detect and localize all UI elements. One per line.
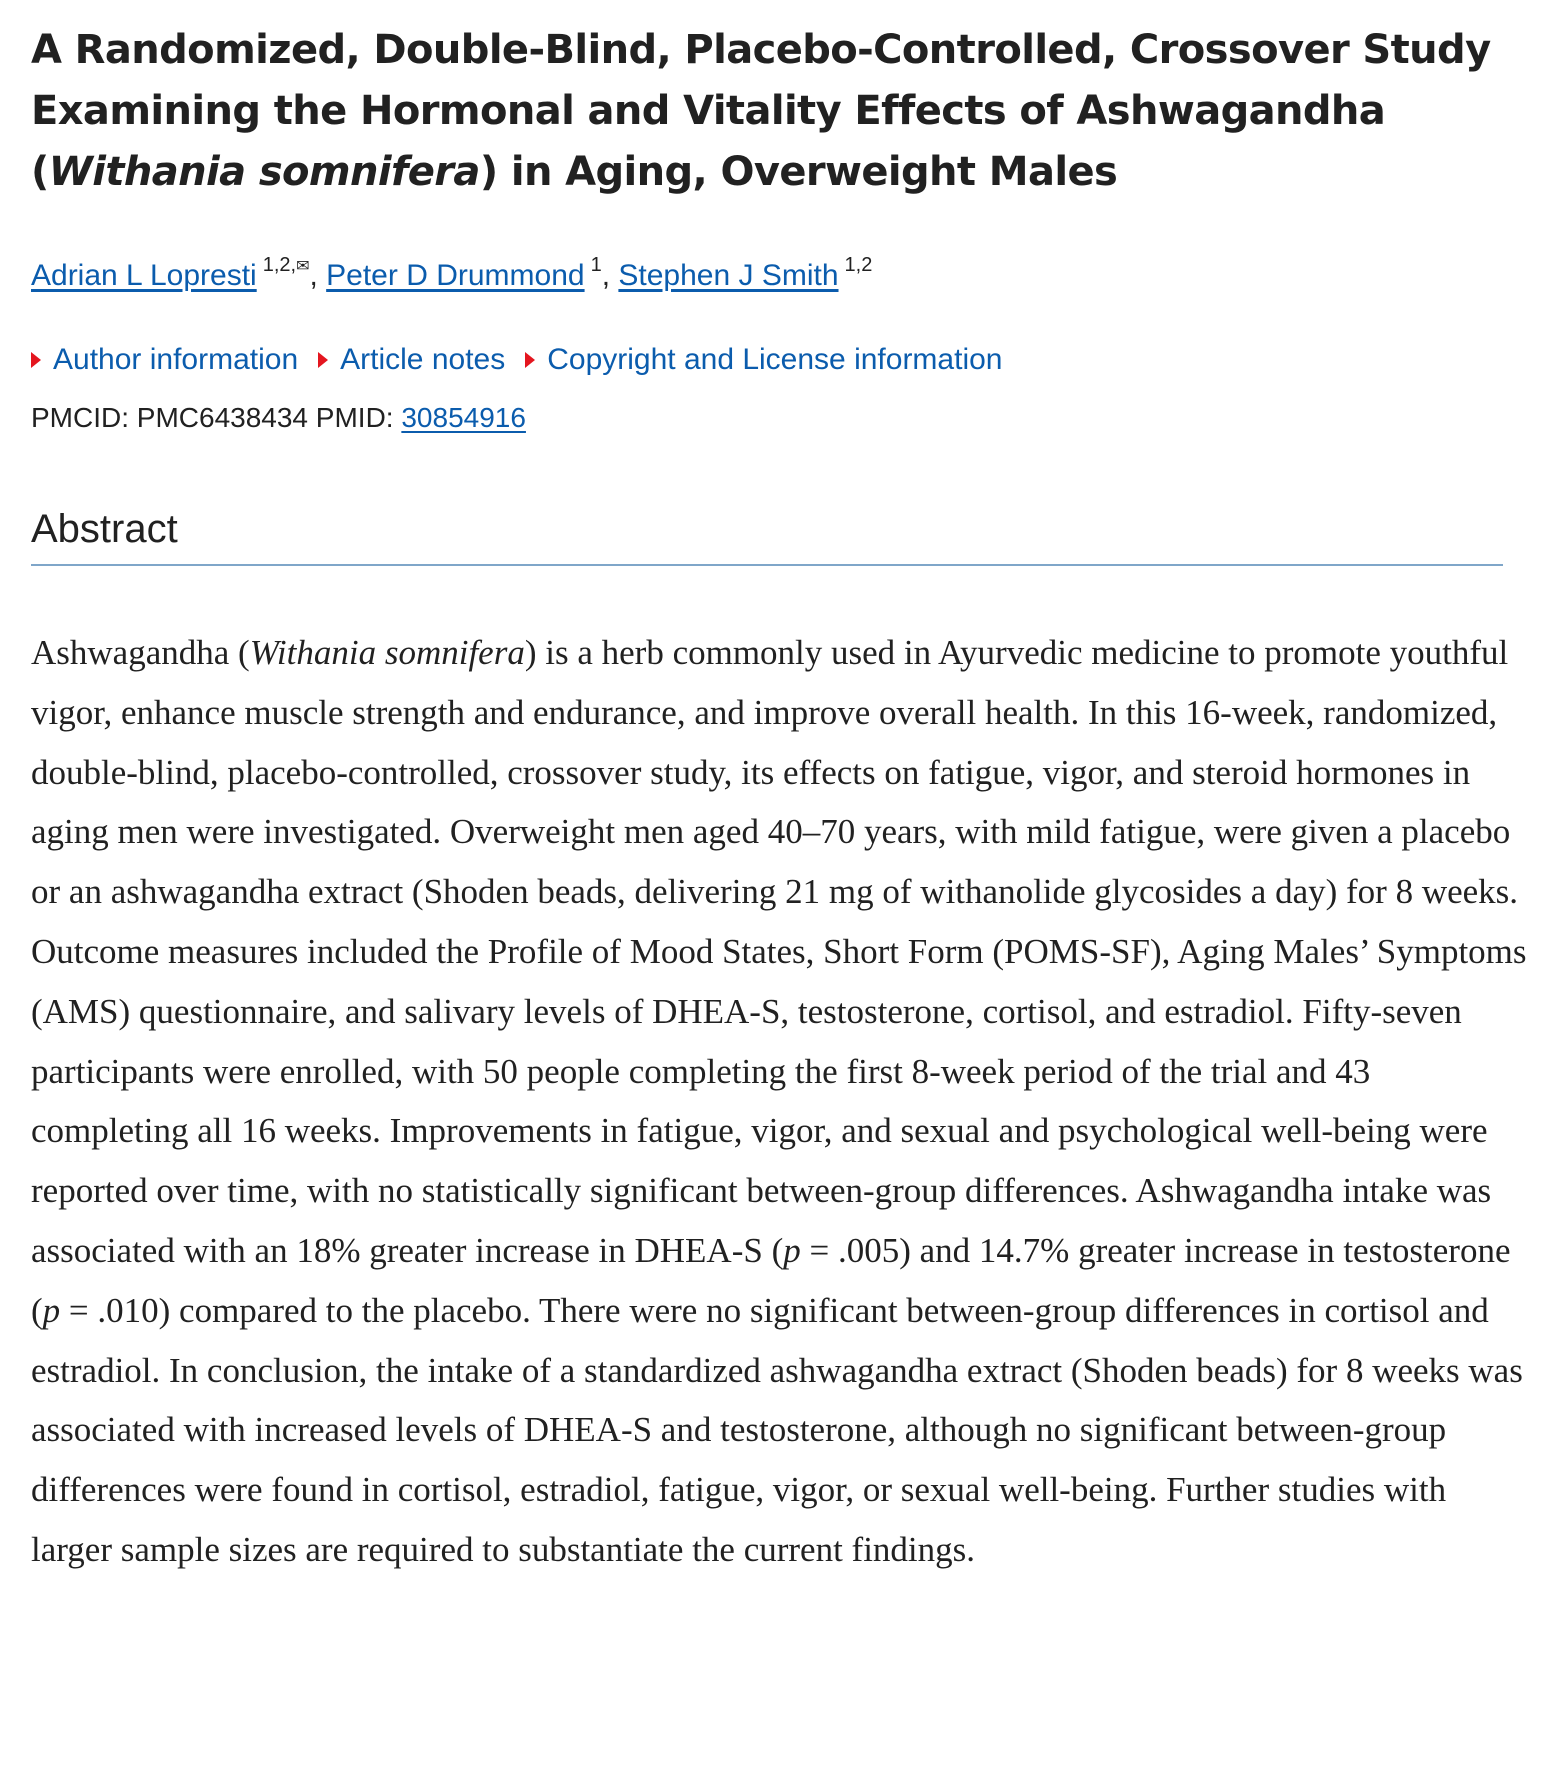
pmcid-value: PMC6438434 [136,402,309,433]
expand-triangle-icon [318,352,328,368]
abstract-body: Ashwagandha (Withania somnifera) is a herb commonly used in Ayurvedic medicine to promote youthful vigor, enhance muscle strength and endurance, and improve overall health. In this 16-week, randomized, double-blind, placebo-controlled, crossover study, its effects on fatigue, vigor, and steroid hormones in aging men were investigated. Overweight men aged 40–70 years, with mild fatigue, were given a placebo or an ashwagandha extract (Shoden beads, delivering 21 mg of withanolide glycosides a day) for 8 weeks. Outcome measures included the Profile of Mood States, Short Form (POMS-SF), Aging Males’ Symptoms (AMS) questionnaire, and salivary levels of DHEA-S, testosterone, cortisol, and estradiol. Fifty-seven participants were enrolled, with 50 people completing the first 8-week period of the trial and 43 completing all 16 weeks. Improvements in fatigue, vigor, and sexual and psychological well-being were reported over time, with no statistically significant between-group differences. Ashwagandha intake was associated with an 18% greater increase in DHEA-S (p = .005) and 14.7% greater increase in testosterone (p = .010) compared to the placebo. There were no significant between-group differences in cortisol and estradiol. In conclusion, the intake of a standardized ashwagandha extract (Shoden beads) for 8 weeks was associated with increased levels of DHEA-S and testosterone, although no significant between-group differences were found in cortisol, estradiol, fatigue, vigor, or sexual well-being. Further studies with larger sample sizes are required to substantiate the current findings. [31,633,1527,1569]
copyright-license-toggle[interactable] [525,340,1002,380]
author-information-label: Author information [53,343,299,376]
author-link-lopresti[interactable]: Adrian L Lopresti [31,259,257,292]
author-list: Adrian L Lopresti $^{1,2,✉}$, Peter D Drummond $^1$, Stephen J Smith $^{1,2}$ [31,254,873,292]
author-link-drummond[interactable]: Peter D Drummond [326,259,585,292]
article-notes-label: Article notes [340,343,506,376]
article-page [31,14,1527,1615]
author-affiliation: 1,2 [844,254,873,276]
article-notes-toggle[interactable] [318,340,505,380]
abstract-heading: Abstract [31,504,1503,566]
title-text-end: ) in Aging, Overweight Males [479,149,1118,195]
article-title [31,14,1521,203]
expand-triangle-icon [525,352,535,368]
pmid-link[interactable]: 30854916 [401,402,526,433]
author-information-toggle[interactable] [31,340,298,380]
author-affiliation: 1 [590,254,602,276]
envelope-icon[interactable]: ✉ [296,258,310,275]
article-identifiers [31,398,1521,438]
copyright-license-label: Copyright and License information [547,343,1003,376]
pmcid-label: PMCID: [31,402,129,433]
pmid-label: PMID: [315,402,394,433]
expand-triangle-icon [31,352,41,368]
author-link-smith[interactable]: Stephen J Smith [618,259,839,292]
title-species-italic: Withania somnifera [48,149,480,195]
title-text: A Randomized, Double-Blind, Placebo-Controlled, Crossover Study Examining the Hormonal and Vitality Effects of Ashwagandha ( [31,27,1491,195]
article-notes-bar [31,340,1521,380]
author-affiliation: 1,2,✉ [262,254,310,276]
